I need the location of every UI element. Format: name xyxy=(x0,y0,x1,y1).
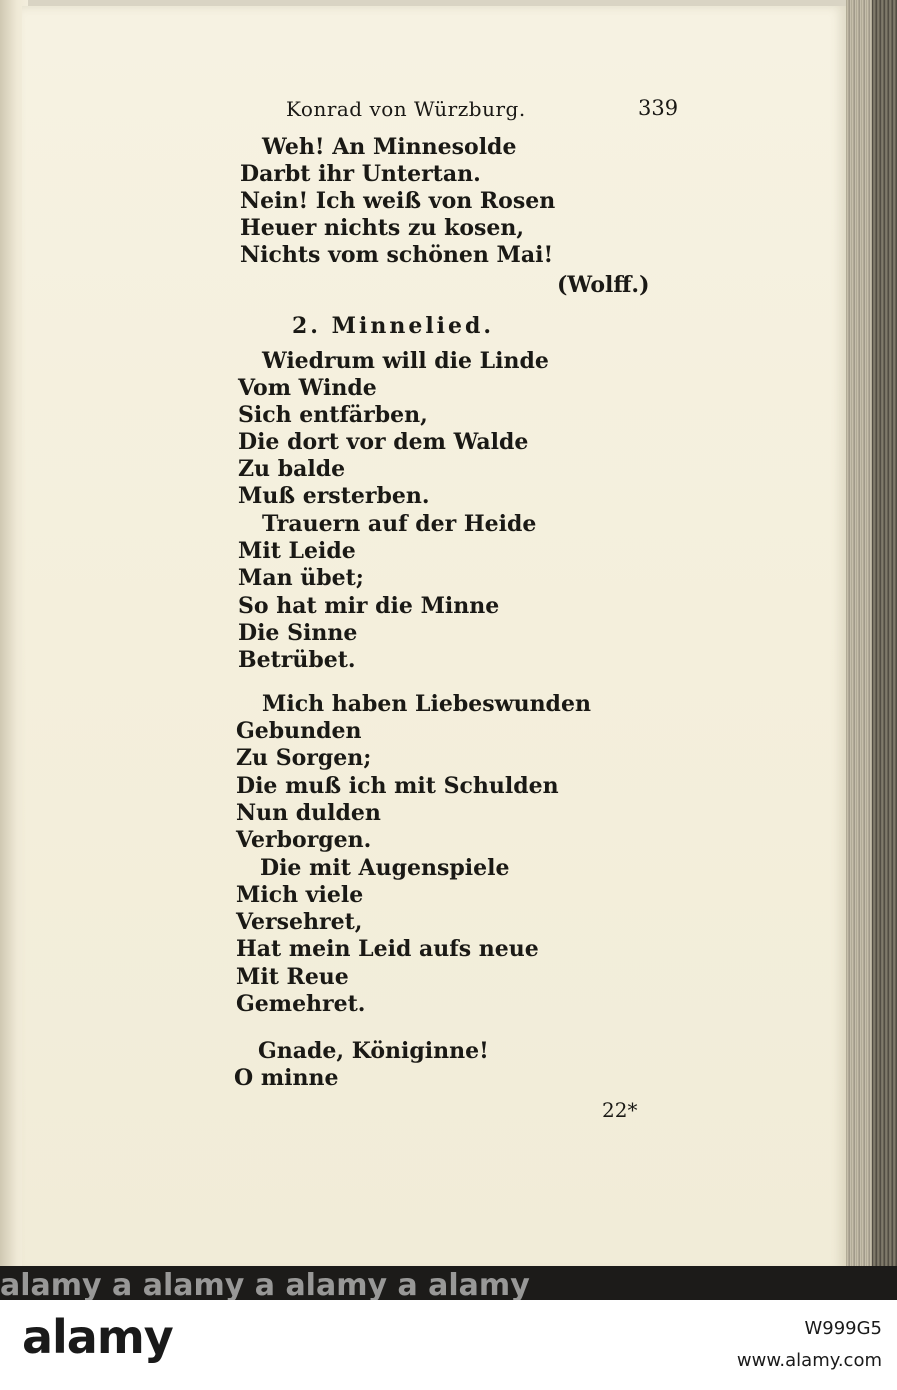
poem-line: Gemehret. xyxy=(236,991,366,1017)
signature-mark: 22* xyxy=(602,1098,638,1122)
attribution: (Wolff.) xyxy=(557,272,650,298)
poem-heading: 2. Minnelied. xyxy=(292,313,495,339)
poem-line: Verborgen. xyxy=(236,827,372,853)
poem-line: Trauern auf der Heide xyxy=(262,511,537,537)
poem-line: Mit Leide xyxy=(238,538,356,564)
poem-line: So hat mir die Minne xyxy=(238,593,500,619)
poem-line: Muß ersterben. xyxy=(238,483,430,509)
running-head: Konrad von Würzburg. xyxy=(286,97,526,121)
poem-line: Man übet; xyxy=(238,565,364,591)
watermark-url: www.alamy.com xyxy=(736,1350,882,1371)
poem-line: Heuer nichts zu kosen, xyxy=(240,215,525,241)
poem-line: Zu Sorgen; xyxy=(236,745,372,771)
poem-line: Gnade, Königinne! xyxy=(258,1038,489,1064)
poem-line: Die muß ich mit Schulden xyxy=(236,773,559,799)
poem-line: Darbt ihr Untertan. xyxy=(240,161,481,187)
poem-line: Nun dulden xyxy=(236,800,381,826)
poem-line: Wiedrum will die Linde xyxy=(262,348,549,374)
poem-line: Betrübet. xyxy=(238,647,356,673)
watermark-band: alamy a alamy a alamy a alamy xyxy=(0,1272,530,1300)
poem-line: Zu balde xyxy=(238,456,346,482)
poem-line: Mit Reue xyxy=(236,964,349,990)
poem-line: Nein! Ich weiß von Rosen xyxy=(240,188,556,214)
poem-line: Hat mein Leid aufs neue xyxy=(236,936,539,962)
poem-line: Gebunden xyxy=(236,718,362,744)
poem-line: Die dort vor dem Walde xyxy=(238,429,529,455)
book-cover-edge xyxy=(872,0,897,1275)
poem-line: Versehret, xyxy=(236,909,363,935)
image-id: W999G5 xyxy=(804,1318,882,1339)
poem-line: Mich haben Liebeswunden xyxy=(262,691,591,717)
poem-line: Mich viele xyxy=(236,882,364,908)
page-number: 339 xyxy=(638,96,679,120)
poem-line: Vom Winde xyxy=(238,375,377,401)
poem-line: Sich entfärben, xyxy=(238,402,428,428)
poem-line: Die mit Augenspiele xyxy=(260,855,510,881)
poem-line: O minne xyxy=(234,1065,339,1091)
poem-line: Die Sinne xyxy=(238,620,358,646)
alamy-logo: alamy xyxy=(22,1310,173,1364)
poem-line: Weh! An Minnesolde xyxy=(262,134,517,160)
poem-line: Nichts vom schönen Mai! xyxy=(240,242,554,268)
